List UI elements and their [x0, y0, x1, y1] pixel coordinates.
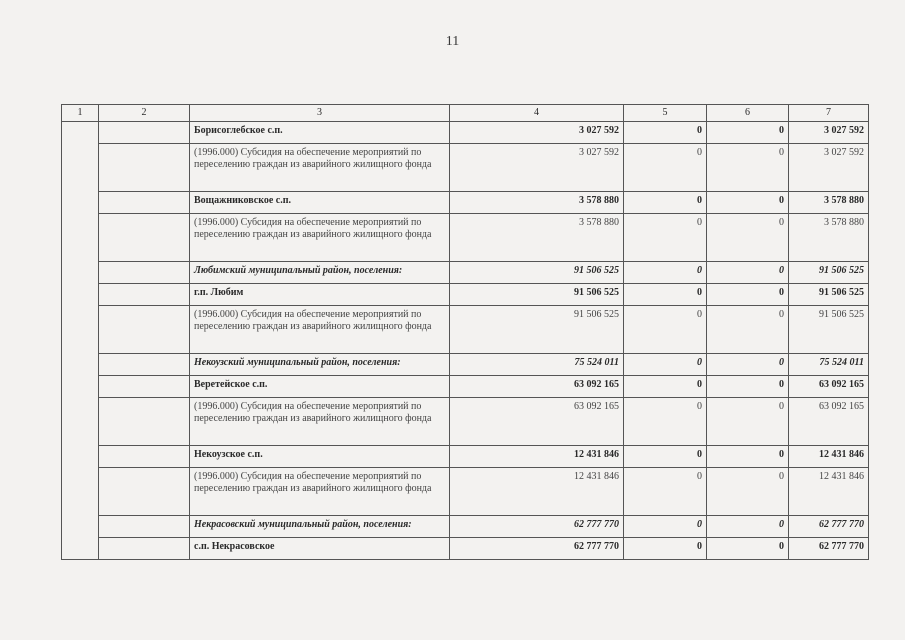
value-col4-cell: 3 578 880 — [450, 214, 624, 262]
table-row — [62, 144, 869, 192]
value-col7-cell: 63 092 165 — [789, 398, 869, 446]
table-row — [62, 446, 869, 468]
header-row — [62, 105, 869, 122]
value-col5-cell: 0 — [624, 538, 707, 560]
column-header: 5 — [624, 105, 707, 122]
value-col4-cell: 12 431 846 — [450, 446, 624, 468]
empty-cell-col2 — [99, 538, 190, 560]
value-col6-cell: 0 — [707, 468, 789, 516]
value-col6-cell: 0 — [707, 538, 789, 560]
value-col6-cell: 0 — [707, 354, 789, 376]
value-col5-cell: 0 — [624, 306, 707, 354]
column-header: 7 — [789, 105, 869, 122]
row-name-cell: (1996.000) Субсидия на обеспечение мероприятий по переселению граждан из аварийного жилищного фонда — [190, 144, 450, 192]
value-col7-cell: 91 506 525 — [789, 284, 869, 306]
empty-cell-col2 — [99, 398, 190, 446]
value-col7-cell: 91 506 525 — [789, 262, 869, 284]
row-name-cell: (1996.000) Субсидия на обеспечение мероприятий по переселению граждан из аварийного жилищного фонда — [190, 468, 450, 516]
empty-cell-col2 — [99, 144, 190, 192]
empty-cell-col2 — [99, 214, 190, 262]
value-col6-cell: 0 — [707, 122, 789, 144]
empty-cell-col2 — [99, 284, 190, 306]
row-name-cell: Вощажниковское с.п. — [190, 192, 450, 214]
value-col4-cell: 91 506 525 — [450, 306, 624, 354]
row-name-cell: Некрасовский муниципальный район, поселения: — [190, 516, 450, 538]
row-name-cell: Некоузский муниципальный район, поселения: — [190, 354, 450, 376]
value-col7-cell: 12 431 846 — [789, 446, 869, 468]
value-col7-cell: 63 092 165 — [789, 376, 869, 398]
table-row — [62, 122, 869, 144]
value-col5-cell: 0 — [624, 446, 707, 468]
value-col7-cell: 3 578 880 — [789, 214, 869, 262]
value-col4-cell: 3 578 880 — [450, 192, 624, 214]
row-name-cell: Некоузское с.п. — [190, 446, 450, 468]
empty-cell-col2 — [99, 354, 190, 376]
table-row — [62, 262, 869, 284]
value-col4-cell: 63 092 165 — [450, 398, 624, 446]
row-name-cell: Веретейское с.п. — [190, 376, 450, 398]
budget-table — [61, 104, 869, 560]
row-name-cell: г.п. Любим — [190, 284, 450, 306]
value-col4-cell: 62 777 770 — [450, 538, 624, 560]
value-col4-cell: 75 524 011 — [450, 354, 624, 376]
row-name-cell: (1996.000) Субсидия на обеспечение мероприятий по переселению граждан из аварийного жилищного фонда — [190, 306, 450, 354]
table-row — [62, 192, 869, 214]
value-col6-cell: 0 — [707, 306, 789, 354]
value-col5-cell: 0 — [624, 376, 707, 398]
table-row — [62, 354, 869, 376]
table-row — [62, 306, 869, 354]
value-col7-cell: 3 027 592 — [789, 144, 869, 192]
value-col4-cell: 91 506 525 — [450, 284, 624, 306]
value-col5-cell: 0 — [624, 398, 707, 446]
empty-cell-col2 — [99, 306, 190, 354]
value-col7-cell: 75 524 011 — [789, 354, 869, 376]
empty-cell-col2 — [99, 376, 190, 398]
value-col5-cell: 0 — [624, 214, 707, 262]
value-col6-cell: 0 — [707, 446, 789, 468]
value-col6-cell: 0 — [707, 214, 789, 262]
value-col6-cell: 0 — [707, 144, 789, 192]
table-row — [62, 516, 869, 538]
value-col5-cell: 0 — [624, 284, 707, 306]
value-col5-cell: 0 — [624, 122, 707, 144]
value-col5-cell: 0 — [624, 144, 707, 192]
value-col6-cell: 0 — [707, 376, 789, 398]
value-col7-cell: 12 431 846 — [789, 468, 869, 516]
value-col6-cell: 0 — [707, 284, 789, 306]
table-row — [62, 538, 869, 560]
table-row — [62, 214, 869, 262]
table-row — [62, 468, 869, 516]
empty-cell-col1 — [62, 122, 99, 560]
value-col5-cell: 0 — [624, 516, 707, 538]
value-col4-cell: 91 506 525 — [450, 262, 624, 284]
column-header: 1 — [62, 105, 99, 122]
table-row — [62, 398, 869, 446]
empty-cell-col2 — [99, 192, 190, 214]
row-name-cell: (1996.000) Субсидия на обеспечение мероприятий по переселению граждан из аварийного жилищного фонда — [190, 398, 450, 446]
column-header: 3 — [190, 105, 450, 122]
empty-cell-col2 — [99, 516, 190, 538]
value-col7-cell: 91 506 525 — [789, 306, 869, 354]
value-col6-cell: 0 — [707, 398, 789, 446]
value-col4-cell: 3 027 592 — [450, 144, 624, 192]
empty-cell-col2 — [99, 468, 190, 516]
value-col5-cell: 0 — [624, 468, 707, 516]
column-header: 6 — [707, 105, 789, 122]
row-name-cell: (1996.000) Субсидия на обеспечение мероприятий по переселению граждан из аварийного жилищного фонда — [190, 214, 450, 262]
empty-cell-col2 — [99, 262, 190, 284]
row-name-cell: Борисоглебское с.п. — [190, 122, 450, 144]
value-col4-cell: 62 777 770 — [450, 516, 624, 538]
value-col7-cell: 3 578 880 — [789, 192, 869, 214]
value-col7-cell: 62 777 770 — [789, 516, 869, 538]
value-col6-cell: 0 — [707, 192, 789, 214]
column-header: 2 — [99, 105, 190, 122]
empty-cell-col2 — [99, 122, 190, 144]
value-col7-cell: 3 027 592 — [789, 122, 869, 144]
row-name-cell: с.п. Некрасовское — [190, 538, 450, 560]
value-col4-cell: 12 431 846 — [450, 468, 624, 516]
value-col6-cell: 0 — [707, 262, 789, 284]
value-col4-cell: 3 027 592 — [450, 122, 624, 144]
value-col5-cell: 0 — [624, 354, 707, 376]
page-number: 11 — [445, 34, 460, 49]
value-col5-cell: 0 — [624, 192, 707, 214]
empty-cell-col2 — [99, 446, 190, 468]
table-row — [62, 376, 869, 398]
row-name-cell: Любимский муниципальный район, поселения: — [190, 262, 450, 284]
value-col5-cell: 0 — [624, 262, 707, 284]
value-col4-cell: 63 092 165 — [450, 376, 624, 398]
table-row — [62, 284, 869, 306]
value-col7-cell: 62 777 770 — [789, 538, 869, 560]
value-col6-cell: 0 — [707, 516, 789, 538]
column-header: 4 — [450, 105, 624, 122]
